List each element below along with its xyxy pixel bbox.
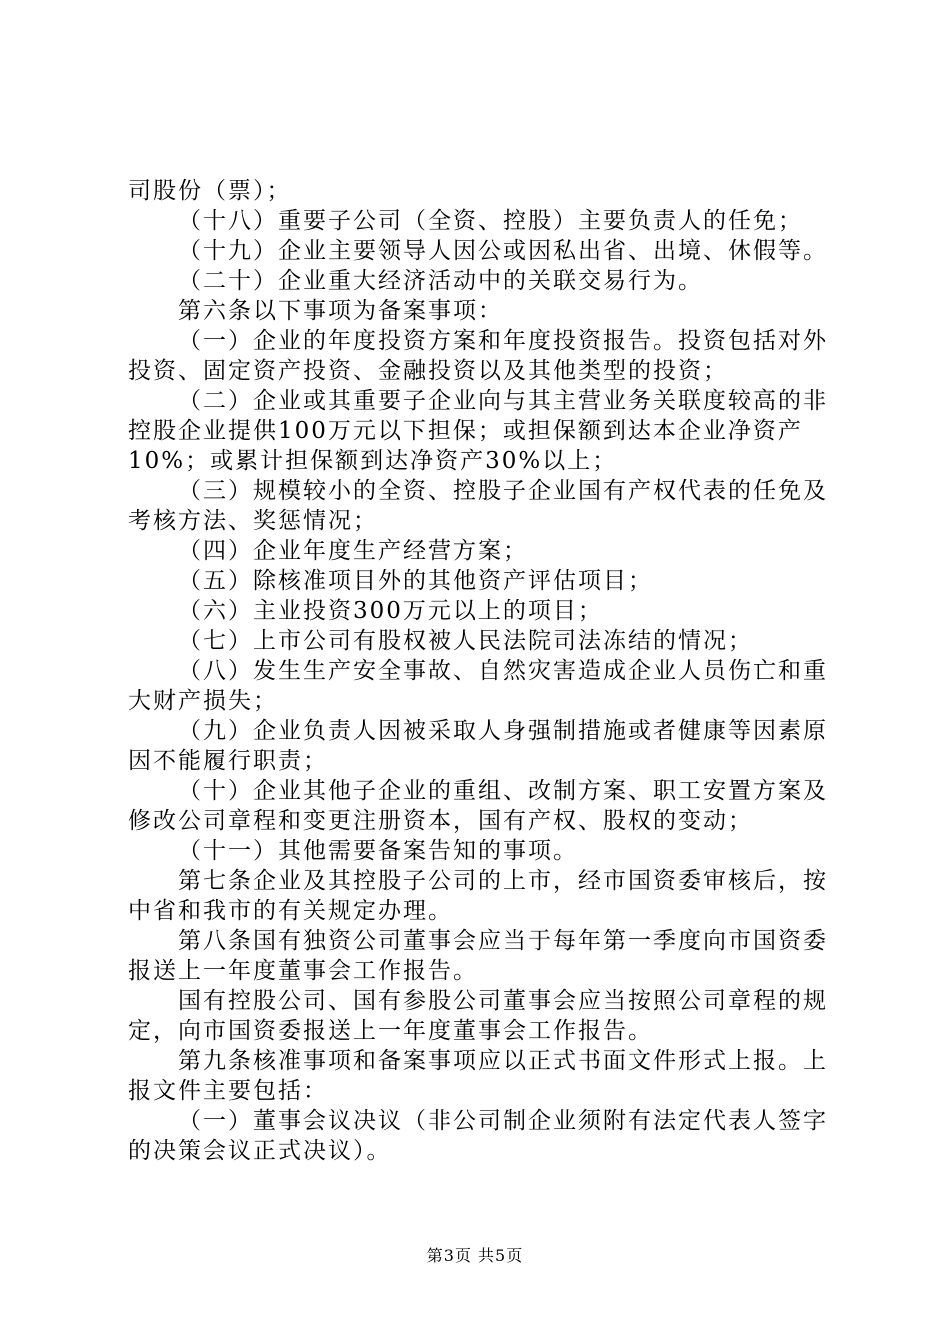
text-line: （八）发生生产安全事故、自然灾害造成企业人员伤亡和重 xyxy=(178,658,828,684)
text-line: （十八）重要子公司（全资、控股）主要负责人的任免； xyxy=(178,208,803,234)
text-line: 控股企业提供100万元以下担保；或担保额到达本企业净资产 xyxy=(128,418,803,444)
text-line: （四）企业年度生产经营方案； xyxy=(178,538,528,564)
text-line: 定，向市国资委报送上一年度董事会工作报告。 xyxy=(128,1018,653,1044)
text-line: 10%；或累计担保额到达净资产30%以上； xyxy=(128,448,618,474)
text-line: （十一）其他需要备案告知的事项。 xyxy=(178,838,578,864)
text-line: 第七条企业及其控股子公司的上市，经市国资委审核后，按 xyxy=(178,868,828,894)
text-line: （三）规模较小的全资、控股子企业国有产权代表的任免及 xyxy=(178,478,828,504)
text-line: 第八条国有独资公司董事会应当于每年第一季度向市国资委 xyxy=(178,928,828,954)
document-body xyxy=(128,176,828,1166)
text-line: （五）除核准项目外的其他资产评估项目； xyxy=(178,568,653,594)
page-number-footer: 第3页 共5页 xyxy=(426,1246,524,1265)
text-line: （六）主业投资300万元以上的项目； xyxy=(178,598,603,624)
text-line: 报送上一年度董事会工作报告。 xyxy=(128,958,478,984)
text-line: 报文件主要包括： xyxy=(128,1078,328,1104)
text-line: 修改公司章程和变更注册资本，国有产权、股权的变动； xyxy=(128,808,753,834)
text-line: 第九条核准事项和备案事项应以正式书面文件形式上报。上 xyxy=(178,1048,828,1074)
text-line: 考核方法、奖惩情况； xyxy=(128,508,378,534)
text-line: 国有控股公司、国有参股公司董事会应当按照公司章程的规 xyxy=(178,988,828,1014)
text-line: 大财产损失； xyxy=(128,688,278,714)
text-line: （九）企业负责人因被采取人身强制措施或者健康等因素原 xyxy=(178,718,828,744)
text-line: （一）企业的年度投资方案和年度投资报告。投资包括对外 xyxy=(178,328,828,354)
text-line: （十）企业其他子企业的重组、改制方案、职工安置方案及 xyxy=(178,778,828,804)
text-line: 第六条以下事项为备案事项： xyxy=(178,298,503,324)
text-line: （二十）企业重大经济活动中的关联交易行为。 xyxy=(178,268,703,294)
text-line: （十九）企业主要领导人因公或因私出省、出境、休假等。 xyxy=(178,238,828,264)
text-line: （二）企业或其重要子企业向与其主营业务关联度较高的非 xyxy=(178,388,828,414)
text-line: 中省和我市的有关规定办理。 xyxy=(128,898,453,924)
text-line: （一）董事会议决议（非公司制企业须附有法定代表人签字 xyxy=(178,1108,828,1134)
text-line: （七）上市公司有股权被人民法院司法冻结的情况； xyxy=(178,628,753,654)
text-line: 因不能履行职责； xyxy=(128,748,328,774)
text-line: 投资、固定资产投资、金融投资以及其他类型的投资； xyxy=(128,358,728,384)
text-line: 的决策会议正式决议）。 xyxy=(128,1138,392,1164)
text-line: 司股份（票）； xyxy=(128,178,292,204)
